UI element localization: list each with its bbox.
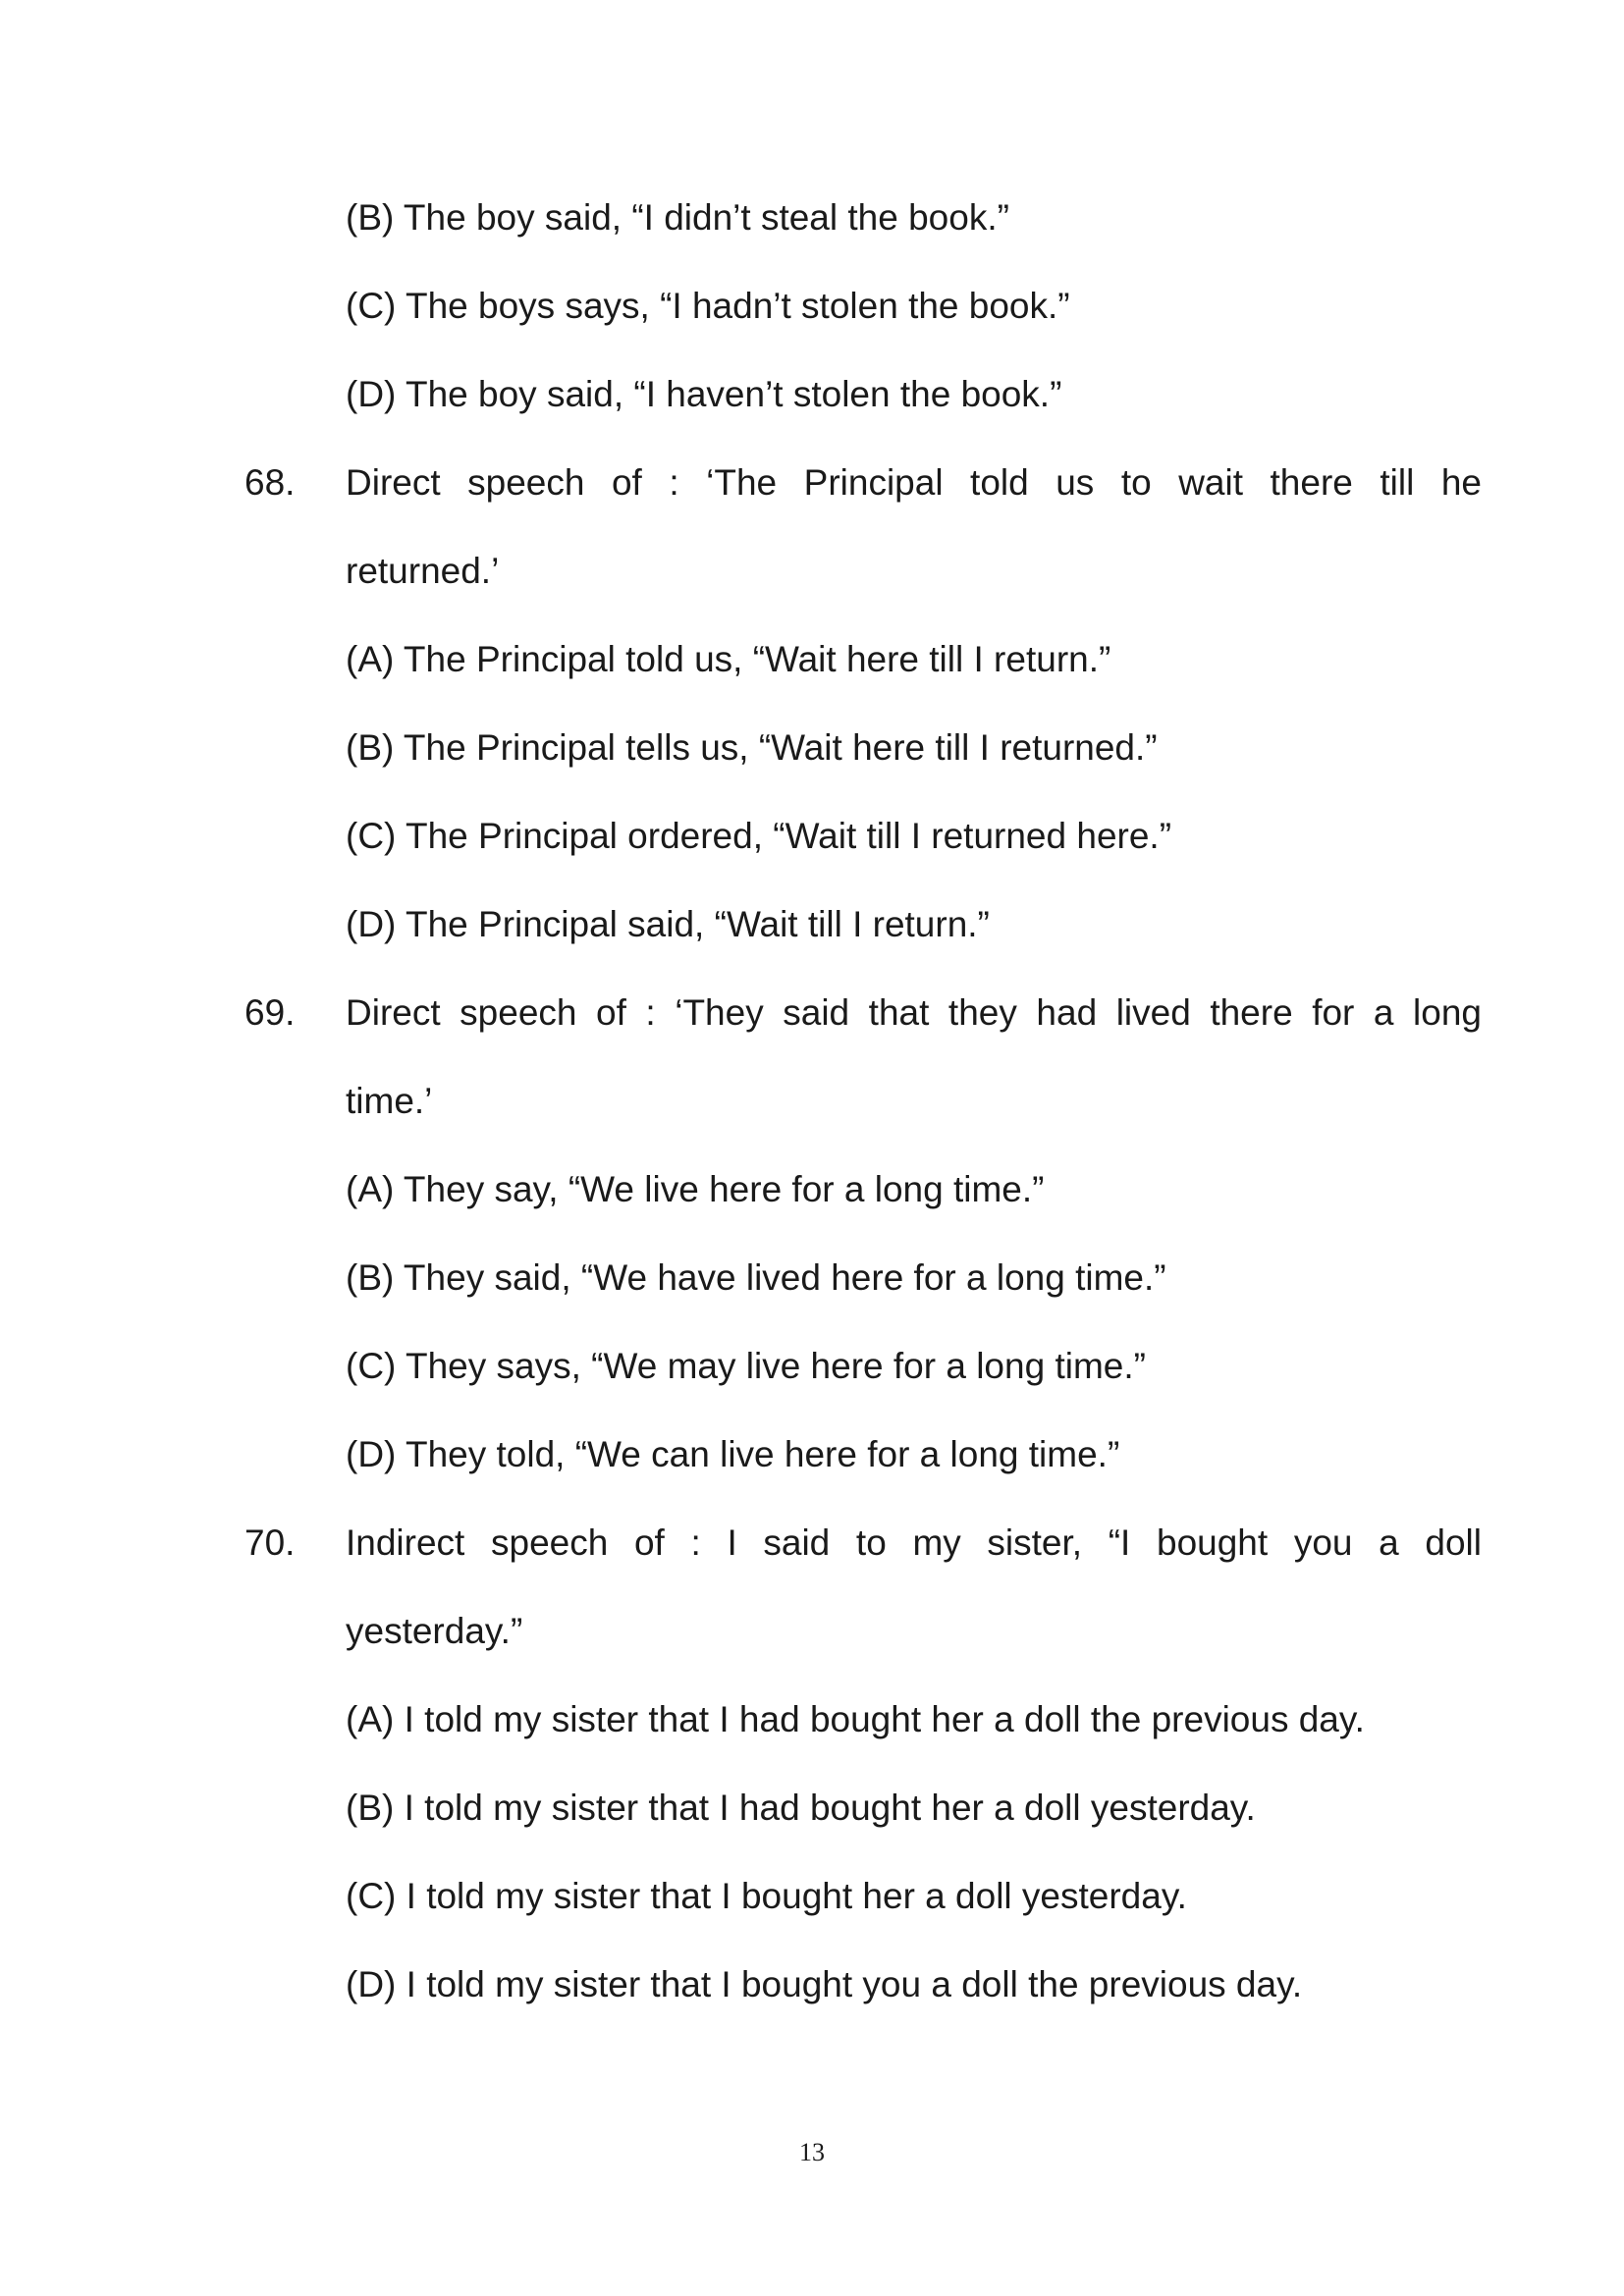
- q68-option-b: (B) The Principal tells us, “Wait here till I returned.”: [346, 727, 1158, 768]
- question-68-stem-line2: returned.’: [346, 551, 500, 591]
- question-number-70: 70.: [244, 1522, 296, 1563]
- question-number-69: 69.: [244, 992, 296, 1033]
- question-number-68: 68.: [244, 462, 296, 503]
- page-number: 13: [799, 2138, 825, 2166]
- q67-option-d: (D) The boy said, “I haven’t stolen the book.”: [346, 374, 1062, 414]
- q69-option-a: (A) They say, “We live here for a long time.”: [346, 1169, 1045, 1209]
- q68-option-a: (A) The Principal told us, “Wait here till I return.”: [346, 639, 1111, 679]
- q70-option-c: (C) I told my sister that I bought her a doll yesterday.: [346, 1876, 1187, 1916]
- question-69-stem-line1: Direct speech of : ‘They said that they had lived there for a long: [346, 992, 1482, 1033]
- q67-option-c: (C) The boys says, “I hadn’t stolen the book.”: [346, 286, 1070, 326]
- question-68-stem-line1: Direct speech of : ‘The Principal told us to wait there till he: [346, 462, 1482, 503]
- question-70-stem-line2: yesterday.”: [346, 1611, 523, 1651]
- q68-option-c: (C) The Principal ordered, “Wait till I returned here.”: [346, 816, 1172, 856]
- q68-option-d: (D) The Principal said, “Wait till I return.”: [346, 904, 990, 944]
- q69-option-c: (C) They says, “We may live here for a long time.”: [346, 1346, 1146, 1386]
- question-69-stem-line2: time.’: [346, 1081, 433, 1121]
- q70-option-a: (A) I told my sister that I had bought her a doll the previous day.: [346, 1699, 1365, 1739]
- q70-option-d: (D) I told my sister that I bought you a doll the previous day.: [346, 1964, 1303, 2004]
- q69-option-b: (B) They said, “We have lived here for a long time.”: [346, 1257, 1166, 1298]
- question-70-stem-line1: Indirect speech of : I said to my sister, “I bought you a doll: [346, 1522, 1482, 1563]
- q70-option-b: (B) I told my sister that I had bought her a doll yesterday.: [346, 1788, 1256, 1828]
- q69-option-d: (D) They told, “We can live here for a long time.”: [346, 1434, 1120, 1474]
- q67-option-b: (B) The boy said, “I didn’t steal the book.”: [346, 197, 1009, 238]
